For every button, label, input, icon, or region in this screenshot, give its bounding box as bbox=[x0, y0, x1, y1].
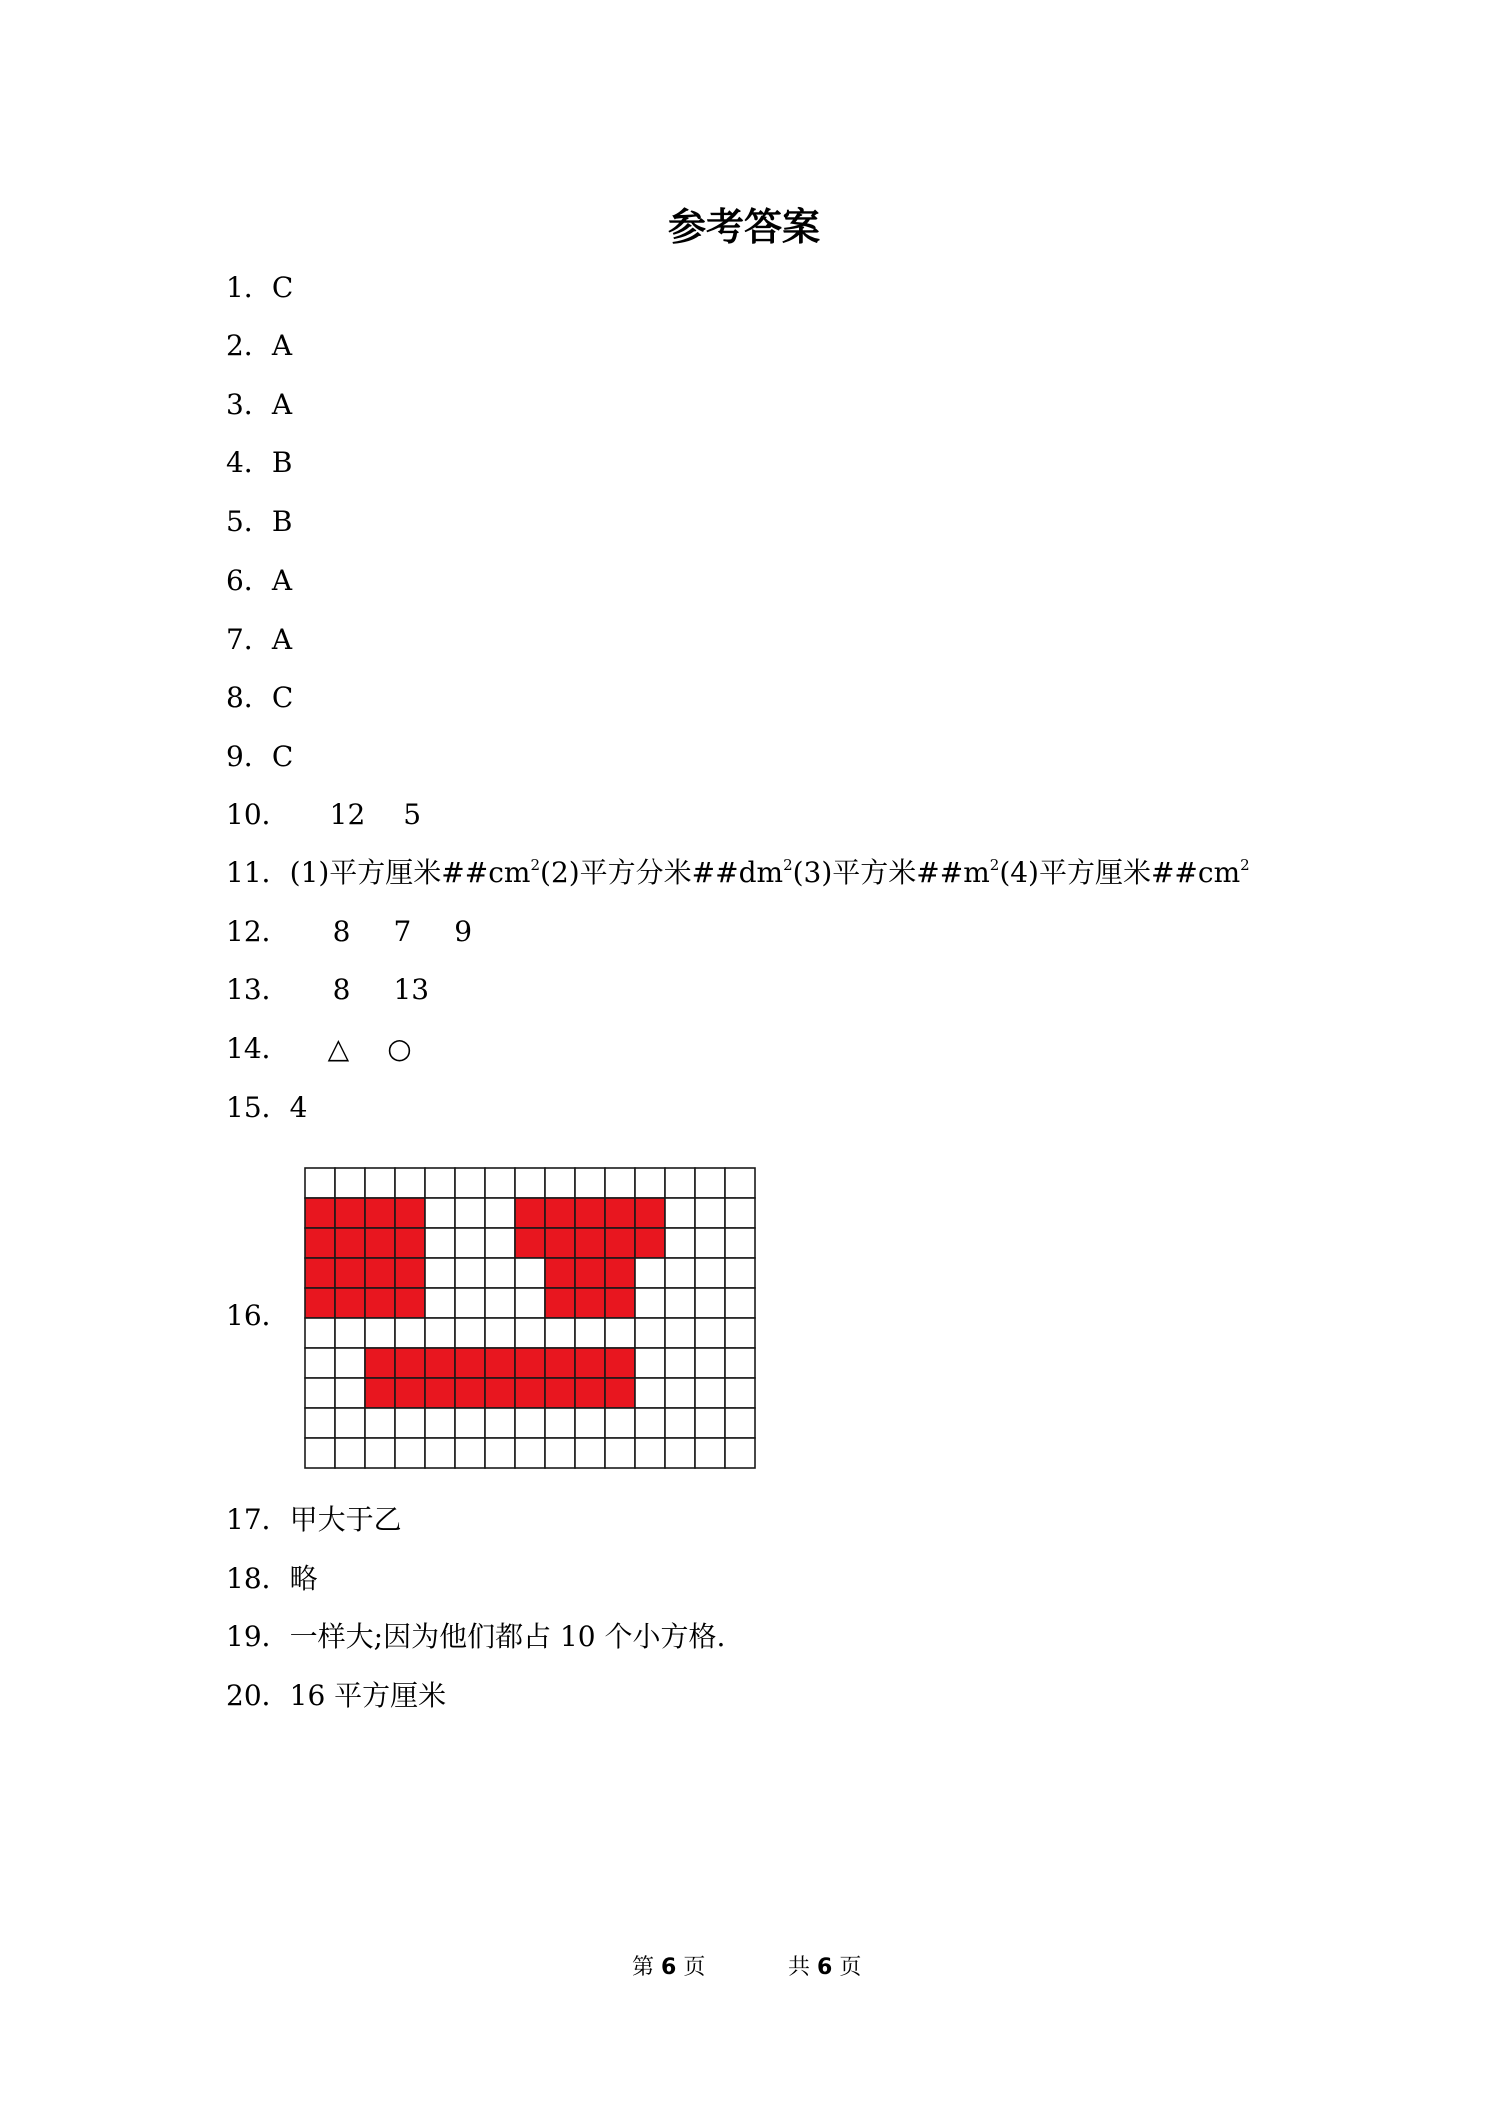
answer-number: 19． bbox=[226, 1620, 290, 1653]
grid-cell bbox=[425, 1228, 455, 1258]
grid-cell bbox=[725, 1318, 755, 1348]
grid-cell bbox=[485, 1288, 515, 1318]
answer-text: C bbox=[271, 740, 294, 773]
answer-number: 20． bbox=[226, 1679, 290, 1712]
answer-3 bbox=[226, 385, 292, 425]
grid-cell bbox=[425, 1168, 455, 1198]
answer-number: 6． bbox=[226, 564, 272, 597]
grid-cell bbox=[695, 1348, 725, 1378]
grid-cell bbox=[455, 1168, 485, 1198]
grid-cell bbox=[365, 1408, 395, 1438]
grid-cell-filled bbox=[605, 1378, 635, 1408]
grid-cell bbox=[425, 1198, 455, 1228]
grid-cell bbox=[485, 1258, 515, 1288]
grid-cell bbox=[335, 1438, 365, 1468]
grid-cell bbox=[665, 1258, 695, 1288]
grid-cell-filled bbox=[305, 1228, 335, 1258]
grid-cell-filled bbox=[395, 1198, 425, 1228]
grid-cell-filled bbox=[635, 1198, 665, 1228]
grid-cell-filled bbox=[605, 1258, 635, 1288]
grid-cell-filled bbox=[455, 1348, 485, 1378]
grid-cell-filled bbox=[365, 1228, 395, 1258]
grid-cell bbox=[545, 1408, 575, 1438]
grid-cell bbox=[695, 1258, 725, 1288]
answer-number: 14． bbox=[226, 1032, 290, 1065]
grid-cell-filled bbox=[365, 1258, 395, 1288]
grid-cell-filled bbox=[335, 1258, 365, 1288]
grid-cell bbox=[695, 1198, 725, 1228]
grid-cell bbox=[425, 1408, 455, 1438]
grid-cell-filled bbox=[545, 1228, 575, 1258]
grid-cell bbox=[635, 1408, 665, 1438]
answer-number: 10． bbox=[226, 798, 290, 831]
grid-cell-filled bbox=[305, 1258, 335, 1288]
grid-cell bbox=[455, 1288, 485, 1318]
grid-cell bbox=[515, 1438, 545, 1468]
answer-number: 15． bbox=[226, 1091, 290, 1124]
grid-cell bbox=[695, 1168, 725, 1198]
answer-text: 4 bbox=[289, 1091, 308, 1124]
grid-cell-filled bbox=[335, 1288, 365, 1318]
answer-text: 略 bbox=[289, 1562, 318, 1595]
answer-20 bbox=[226, 1676, 446, 1716]
grid-cell bbox=[725, 1288, 755, 1318]
grid-cell bbox=[305, 1168, 335, 1198]
grid-cell-filled bbox=[365, 1198, 395, 1228]
grid-cell bbox=[725, 1348, 755, 1378]
grid-cell bbox=[725, 1258, 755, 1288]
answer-number: 18． bbox=[226, 1562, 290, 1595]
grid-cell bbox=[695, 1288, 725, 1318]
grid-cell bbox=[335, 1318, 365, 1348]
answer-text: C bbox=[271, 271, 294, 304]
grid-cell bbox=[665, 1348, 695, 1378]
grid-cell-filled bbox=[305, 1198, 335, 1228]
grid-cell bbox=[665, 1378, 695, 1408]
grid-cell bbox=[695, 1318, 725, 1348]
grid-cell bbox=[695, 1438, 725, 1468]
grid-cell bbox=[455, 1318, 485, 1348]
grid-cell-filled bbox=[575, 1258, 605, 1288]
grid-cell bbox=[635, 1378, 665, 1408]
grid-cell bbox=[335, 1348, 365, 1378]
grid-cell-filled bbox=[575, 1228, 605, 1258]
grid-cell bbox=[425, 1318, 455, 1348]
grid-cell-filled bbox=[515, 1228, 545, 1258]
page-number: 第 6 页 bbox=[632, 1955, 706, 1980]
grid-cell-filled bbox=[455, 1378, 485, 1408]
grid-cell bbox=[485, 1438, 515, 1468]
grid-cell-filled bbox=[395, 1228, 425, 1258]
answer-4 bbox=[226, 443, 292, 483]
answer-segment: (2)平方分米$\#\#dm^2$ bbox=[540, 856, 793, 889]
grid-cell-filled bbox=[515, 1348, 545, 1378]
answer-blank: 12 bbox=[329, 798, 366, 831]
grid-cell bbox=[485, 1318, 515, 1348]
grid-cell bbox=[635, 1318, 665, 1348]
grid-cell bbox=[395, 1408, 425, 1438]
answer-blank: 13 bbox=[393, 973, 430, 1006]
answer-8 bbox=[226, 678, 293, 718]
grid-cell-filled bbox=[485, 1378, 515, 1408]
grid-cell-filled bbox=[605, 1198, 635, 1228]
grid-cell bbox=[515, 1168, 545, 1198]
grid-cell bbox=[455, 1258, 485, 1288]
grid-cell bbox=[575, 1438, 605, 1468]
grid-cell bbox=[515, 1408, 545, 1438]
grid-cell-filled bbox=[575, 1348, 605, 1378]
answer-blank: 8 bbox=[332, 915, 351, 948]
grid-cell bbox=[485, 1228, 515, 1258]
grid-cell bbox=[305, 1348, 335, 1378]
answer-blank: 7 bbox=[393, 915, 412, 948]
grid-cell bbox=[725, 1228, 755, 1258]
grid-cell-filled bbox=[335, 1198, 365, 1228]
grid-cell bbox=[635, 1438, 665, 1468]
grid-cell bbox=[605, 1168, 635, 1198]
answer-number: 7． bbox=[226, 623, 272, 656]
grid-cell-filled bbox=[395, 1258, 425, 1288]
grid-cell-filled bbox=[545, 1378, 575, 1408]
answer-5 bbox=[226, 502, 292, 542]
grid-cell bbox=[455, 1438, 485, 1468]
answer-1 bbox=[226, 268, 293, 308]
answer-text: 甲大于乙 bbox=[289, 1503, 402, 1536]
grid-cell bbox=[635, 1288, 665, 1318]
grid-cell-filled bbox=[395, 1348, 425, 1378]
grid-cell-filled bbox=[305, 1288, 335, 1318]
answer-number: 3． bbox=[226, 388, 272, 421]
answer-7 bbox=[226, 620, 292, 660]
answer-16 bbox=[226, 1296, 290, 1336]
triangle-symbol: △ bbox=[327, 1032, 350, 1065]
grid-cell bbox=[575, 1318, 605, 1348]
answer-6 bbox=[226, 561, 292, 601]
grid-cell bbox=[425, 1438, 455, 1468]
grid-cell bbox=[665, 1288, 695, 1318]
answer-11 bbox=[226, 853, 1250, 893]
grid-cell-filled bbox=[635, 1228, 665, 1258]
grid-cell bbox=[545, 1318, 575, 1348]
grid-cell bbox=[605, 1318, 635, 1348]
grid-cell-filled bbox=[425, 1348, 455, 1378]
page-title: 参考答案 bbox=[667, 205, 820, 249]
answer-number: 16． bbox=[226, 1299, 290, 1332]
answer-number: 13． bbox=[226, 973, 290, 1006]
answer-text: A bbox=[271, 329, 293, 362]
grid-cell bbox=[335, 1378, 365, 1408]
grid-cell bbox=[365, 1168, 395, 1198]
answer-number: 12． bbox=[226, 915, 290, 948]
grid-cell bbox=[485, 1408, 515, 1438]
grid-cell bbox=[725, 1408, 755, 1438]
shaded-grid-figure bbox=[304, 1167, 756, 1469]
grid-cell bbox=[425, 1258, 455, 1288]
answer-segment: (3)平方米$\#\#m^2$ bbox=[792, 856, 1000, 889]
grid-cell bbox=[305, 1378, 335, 1408]
grid-cell-filled bbox=[605, 1228, 635, 1258]
grid-cell bbox=[545, 1168, 575, 1198]
grid-cell-filled bbox=[395, 1288, 425, 1318]
grid-cell bbox=[365, 1438, 395, 1468]
grid-cell bbox=[575, 1168, 605, 1198]
grid-cell bbox=[305, 1318, 335, 1348]
grid-cell-filled bbox=[605, 1348, 635, 1378]
grid-cell-filled bbox=[605, 1288, 635, 1318]
grid-cell bbox=[725, 1198, 755, 1228]
grid-cell bbox=[665, 1408, 695, 1438]
grid-cell-filled bbox=[545, 1288, 575, 1318]
grid-cell bbox=[485, 1168, 515, 1198]
grid-cell bbox=[455, 1198, 485, 1228]
grid-cell bbox=[635, 1168, 665, 1198]
grid-cell-filled bbox=[545, 1348, 575, 1378]
answer-blank: 5 bbox=[403, 798, 422, 831]
answer-number: 1． bbox=[226, 271, 272, 304]
grid-cell-filled bbox=[365, 1378, 395, 1408]
grid-cell bbox=[695, 1228, 725, 1258]
total-pages: 共 6 页 bbox=[788, 1955, 862, 1980]
answer-segment: (4)平方厘米$\#\#cm^2$ bbox=[999, 856, 1250, 889]
grid-cell-filled bbox=[425, 1378, 455, 1408]
grid-cell bbox=[515, 1318, 545, 1348]
grid-cell bbox=[395, 1318, 425, 1348]
grid-cell bbox=[665, 1228, 695, 1258]
grid-cell-filled bbox=[395, 1378, 425, 1408]
answer-text: B bbox=[271, 505, 293, 538]
answer-number: 5． bbox=[226, 505, 272, 538]
grid-cell bbox=[665, 1318, 695, 1348]
grid-cell bbox=[395, 1438, 425, 1468]
answer-text: B bbox=[271, 446, 293, 479]
grid-cell-filled bbox=[365, 1288, 395, 1318]
grid-cell bbox=[605, 1438, 635, 1468]
grid-cell bbox=[485, 1198, 515, 1228]
grid-cell bbox=[515, 1258, 545, 1288]
grid-cell bbox=[335, 1408, 365, 1438]
grid-cell-filled bbox=[545, 1198, 575, 1228]
grid-cell-filled bbox=[545, 1258, 575, 1288]
grid-cell bbox=[365, 1318, 395, 1348]
answer-number: 2． bbox=[226, 329, 272, 362]
grid-cell-filled bbox=[575, 1288, 605, 1318]
grid-cell bbox=[695, 1378, 725, 1408]
grid-cell bbox=[635, 1258, 665, 1288]
answer-2 bbox=[226, 326, 292, 366]
answer-text: C bbox=[271, 681, 294, 714]
answer-12 bbox=[226, 912, 472, 952]
grid-cell bbox=[665, 1168, 695, 1198]
answer-blank: 8 bbox=[332, 973, 351, 1006]
grid-cell bbox=[305, 1438, 335, 1468]
grid-cell bbox=[395, 1168, 425, 1198]
answer-13 bbox=[226, 970, 429, 1010]
grid-cell bbox=[725, 1378, 755, 1408]
answer-19 bbox=[226, 1617, 725, 1657]
grid-cell bbox=[665, 1198, 695, 1228]
grid-cell-filled bbox=[515, 1378, 545, 1408]
answer-18 bbox=[226, 1559, 318, 1599]
answer-text: 一样大;因为他们都占 10 个小方格. bbox=[289, 1620, 726, 1653]
grid-cell-filled bbox=[365, 1348, 395, 1378]
grid-cell bbox=[665, 1438, 695, 1468]
answer-text: A bbox=[271, 623, 293, 656]
answer-number: 9． bbox=[226, 740, 272, 773]
grid-cell-filled bbox=[575, 1198, 605, 1228]
answer-9 bbox=[226, 737, 293, 777]
grid-cell bbox=[455, 1228, 485, 1258]
grid-cell bbox=[515, 1288, 545, 1318]
grid-cell bbox=[575, 1408, 605, 1438]
grid-cell bbox=[725, 1168, 755, 1198]
grid-cell-filled bbox=[515, 1198, 545, 1228]
grid-cell-filled bbox=[335, 1228, 365, 1258]
answer-blank: 9 bbox=[454, 915, 473, 948]
grid-cell bbox=[455, 1408, 485, 1438]
answer-text: A bbox=[271, 388, 293, 421]
answer-17 bbox=[226, 1500, 402, 1540]
grid-cell bbox=[305, 1408, 335, 1438]
answer-number: 11． bbox=[226, 856, 290, 889]
answer-10 bbox=[226, 795, 421, 835]
grid-cell bbox=[425, 1288, 455, 1318]
answer-15 bbox=[226, 1088, 307, 1128]
grid-cell-filled bbox=[485, 1348, 515, 1378]
circle-symbol: ○ bbox=[387, 1032, 412, 1065]
answer-14 bbox=[226, 1029, 412, 1069]
grid-cell bbox=[695, 1408, 725, 1438]
grid-cell bbox=[635, 1348, 665, 1378]
answer-number: 4． bbox=[226, 446, 272, 479]
grid-cell-filled bbox=[575, 1378, 605, 1408]
answer-number: 17． bbox=[226, 1503, 290, 1536]
answer-text: A bbox=[271, 564, 293, 597]
grid-cell bbox=[335, 1168, 365, 1198]
answer-text: 16 平方厘米 bbox=[289, 1679, 447, 1712]
grid-cell bbox=[725, 1438, 755, 1468]
answer-segment: (1)平方厘米$\#\#cm^2$ bbox=[289, 856, 541, 889]
grid-cell bbox=[545, 1438, 575, 1468]
answer-number: 8． bbox=[226, 681, 272, 714]
grid-cell bbox=[605, 1408, 635, 1438]
